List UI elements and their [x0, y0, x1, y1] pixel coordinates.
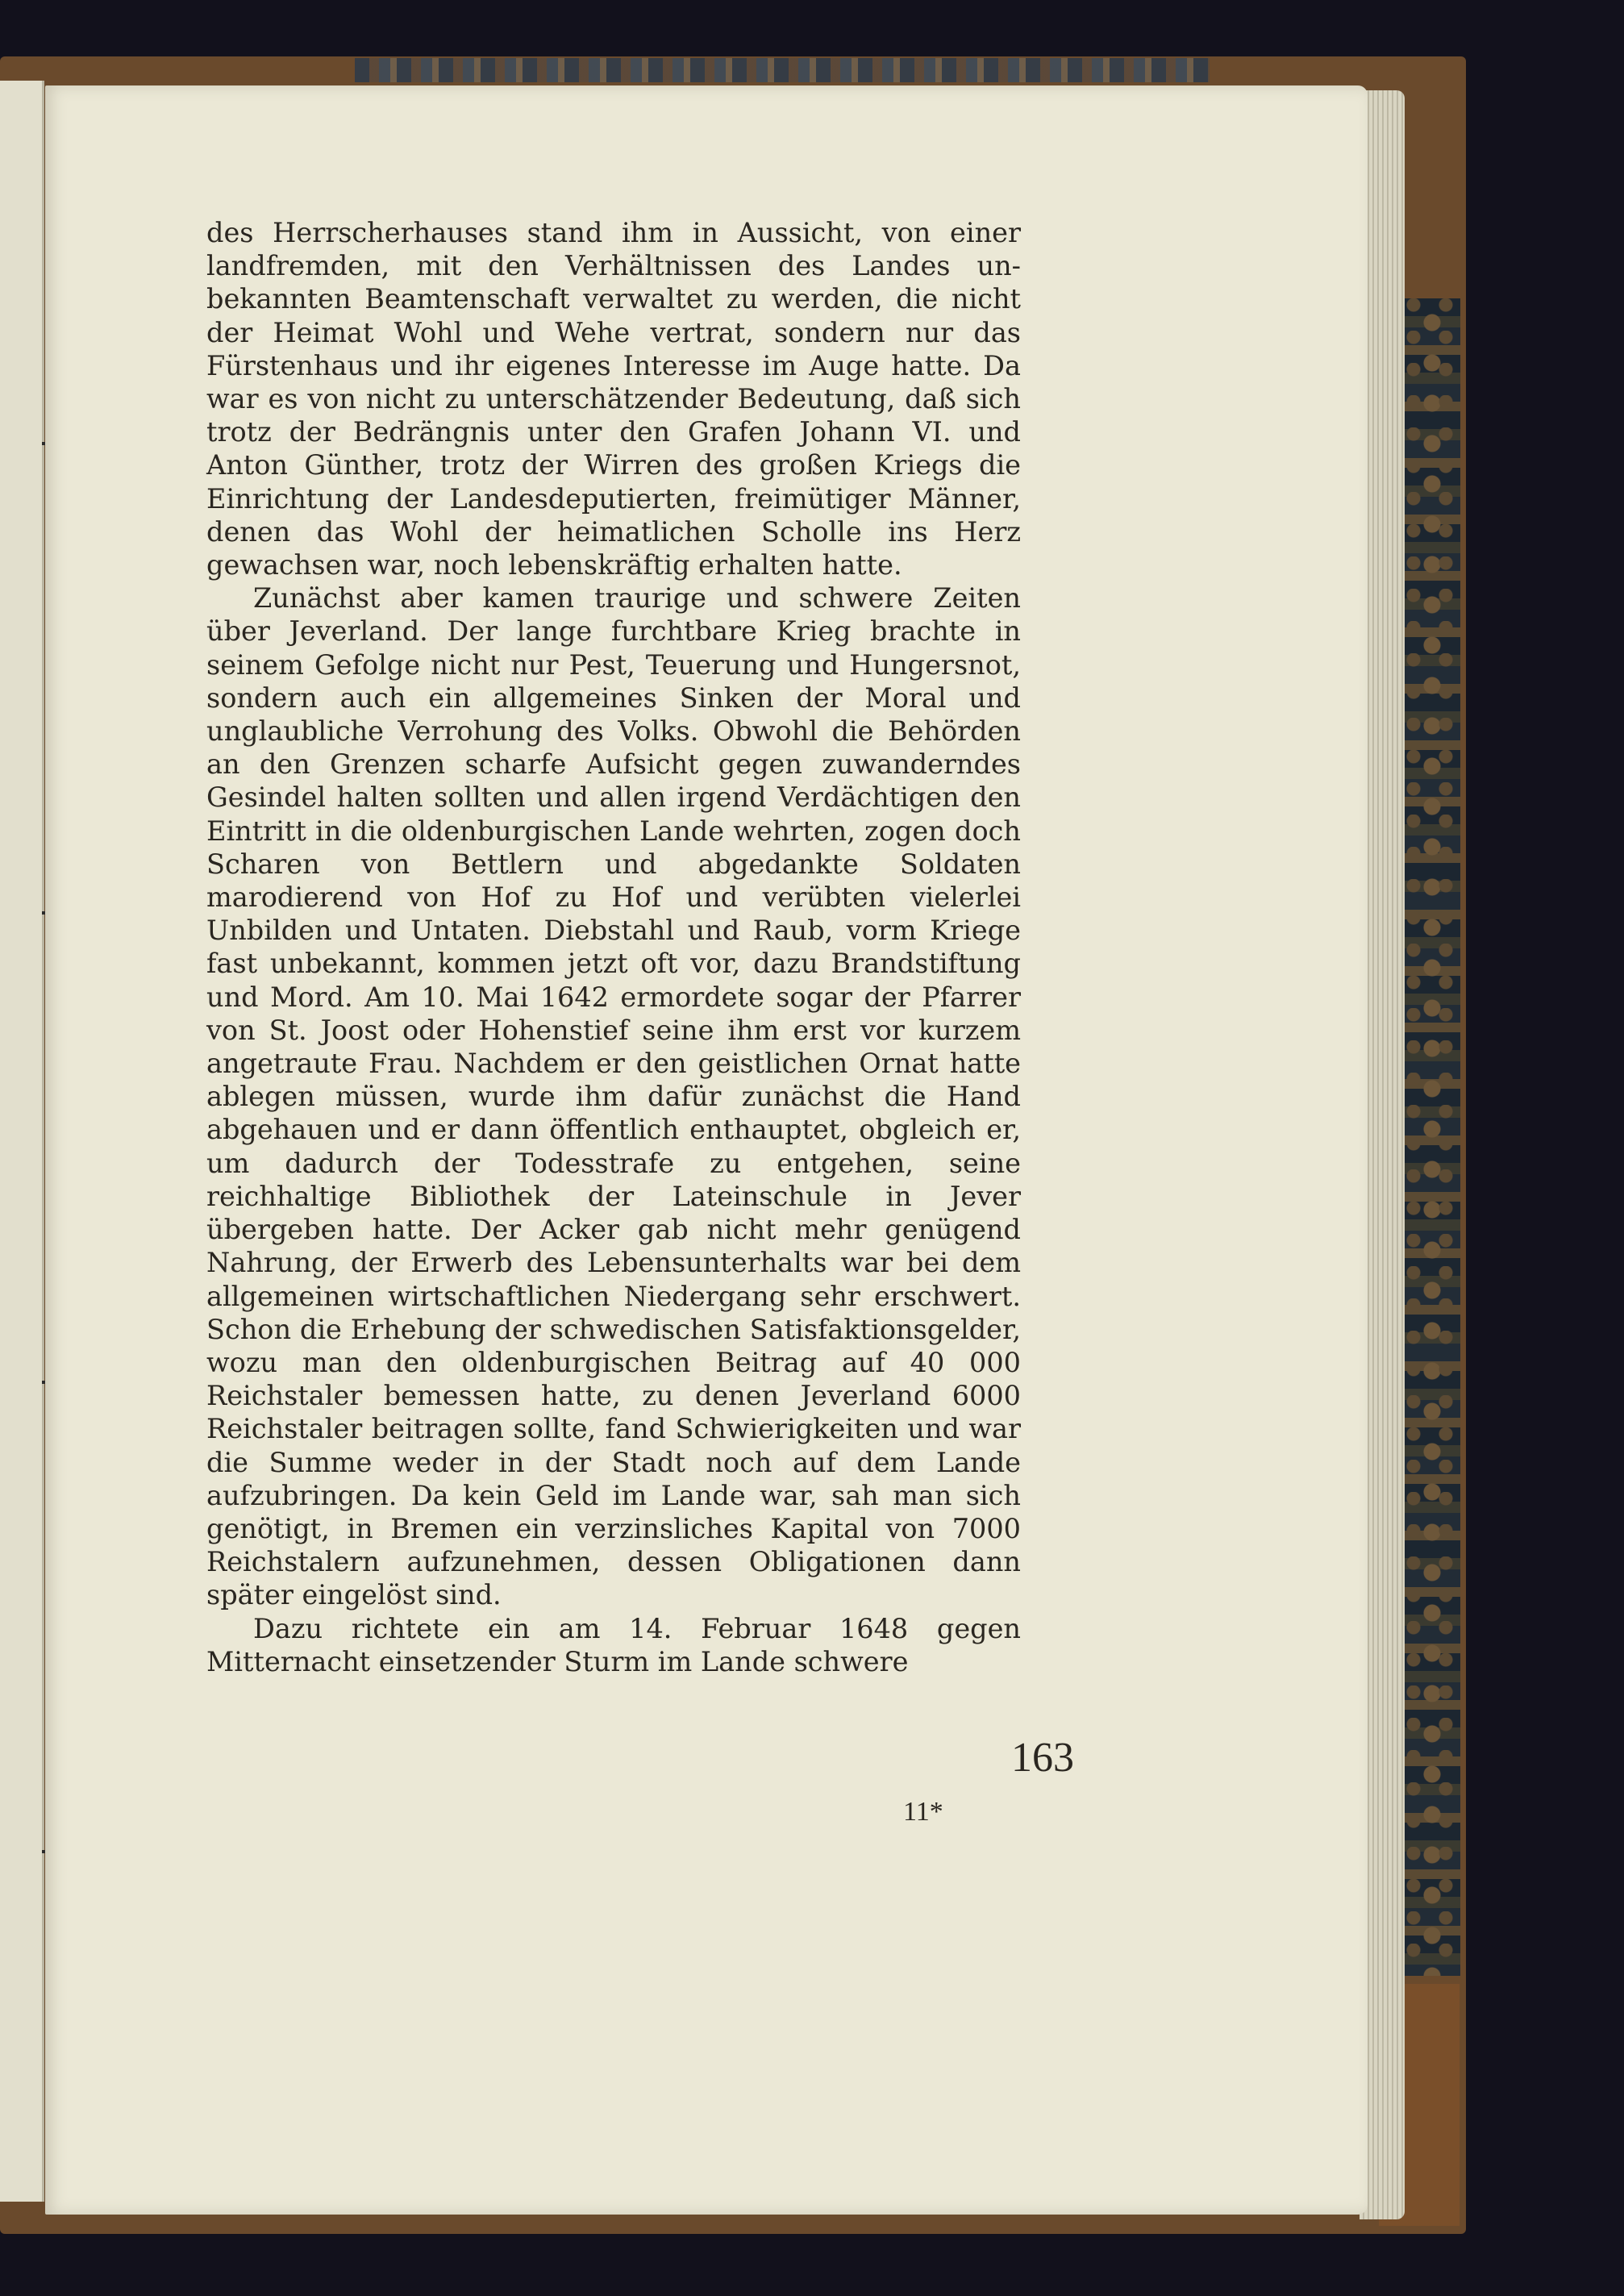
body-text [206, 216, 1021, 1678]
page-number: 163 [1011, 1735, 1074, 1781]
cover-marbling [355, 58, 1210, 82]
paragraph: des Herrscherhauses stand ihm in Aussicht, von einer landfremden, mit den Verhältnissen des Landes unbekannten Beamtenschaft verwaltet zu werden, die nicht der Heimat Wohl und Wehe vertrat, sondern nur das Fürstenhaus und ihr eigenes Interesse im Auge hatte. Da war es von nicht zu unterschätzender Bedeutung, daß sich trotz der Bedrängnis unter den Grafen Johann VI. und Anton Günther, trotz der Wirren des großen Kriegs die Einrichtung der Landesdeputierten, freimütiger Männer, denen das Wohl der heimatlichen Scholle ins Herz gewachsen war, noch lebenskräftig erhalten hatte. [206, 217, 1021, 581]
paragraph: Zunächst aber kamen traurige und schwere Zeiten über Jeverland. Der lange furchtbare Krieg brachte in seinem Gefolge nicht nur Pest, Teuerung und Hungersnot, sondern auch ein allgemeines Sinken der Moral und unglaubliche Verrohung des Volks. Obwohl die Behörden an den Grenzen scharfe Aufsicht gegen zuwanderndes Gesindel halten sollten und allen irgend Verdächtigen den Eintritt in die oldenburgischen Lande wehrten, zogen doch Scharen von Bettlern und abgedankte Soldaten marodierend von Hof zu Hof und verübten vielerlei Unbilden und Untaten. Diebstahl und Raub, vorm Kriege fast unbekannt, kommen jetzt oft vor, dazu Brandstiftung und Mord. Am 10. Mai 1642 ermordete sogar der Pfarrer von St. Joost oder Hohenstief seine ihm erst vor kurzem angetraute Frau. Nachdem er den geistlichen Ornat hatte ablegen müssen, wurde ihm dafür zunächst die Hand abgehauen und er dann öffentlich enthauptet, obgleich er, um dadurch der Todesstrafe zu entgehen, seine reichhaltige Bibliothek der Lateinschule in Jever übergeben hatte. Der Acker gab nicht mehr genügend Nahrung, der Erwerb des Lebensunterhalts war bei dem allgemeinen wirtschaftlichen Niedergang sehr erschwert. Schon die Erhebung der schwedischen Satisfaktionsgelder, wozu man den oldenburgischen Beitrag auf 40 000 Reichstaler bemessen hatte, zu denen Jeverland 6000 Reichstaler beitragen sollte, fand Schwierigkeiten und war die Summe weder in der Stadt noch auf dem Lande aufzubringen. Da kein Geld im Lande war, sah man sich genötigt, in Bremen ein verzinsliches Kapital von 7000 Reichstalern aufzunehmen, dessen Obligationen dann später eingelöst sind. [206, 582, 1021, 1611]
marbled-fore-edge [1401, 298, 1460, 1976]
previous-page-edge [0, 81, 44, 2202]
paragraph: Dazu richtete ein am 14. Februar 1648 gegen Mitternacht einsetzender Sturm im Lande schwere [206, 1612, 1021, 1677]
printer-signature: 11* [903, 1797, 943, 1827]
